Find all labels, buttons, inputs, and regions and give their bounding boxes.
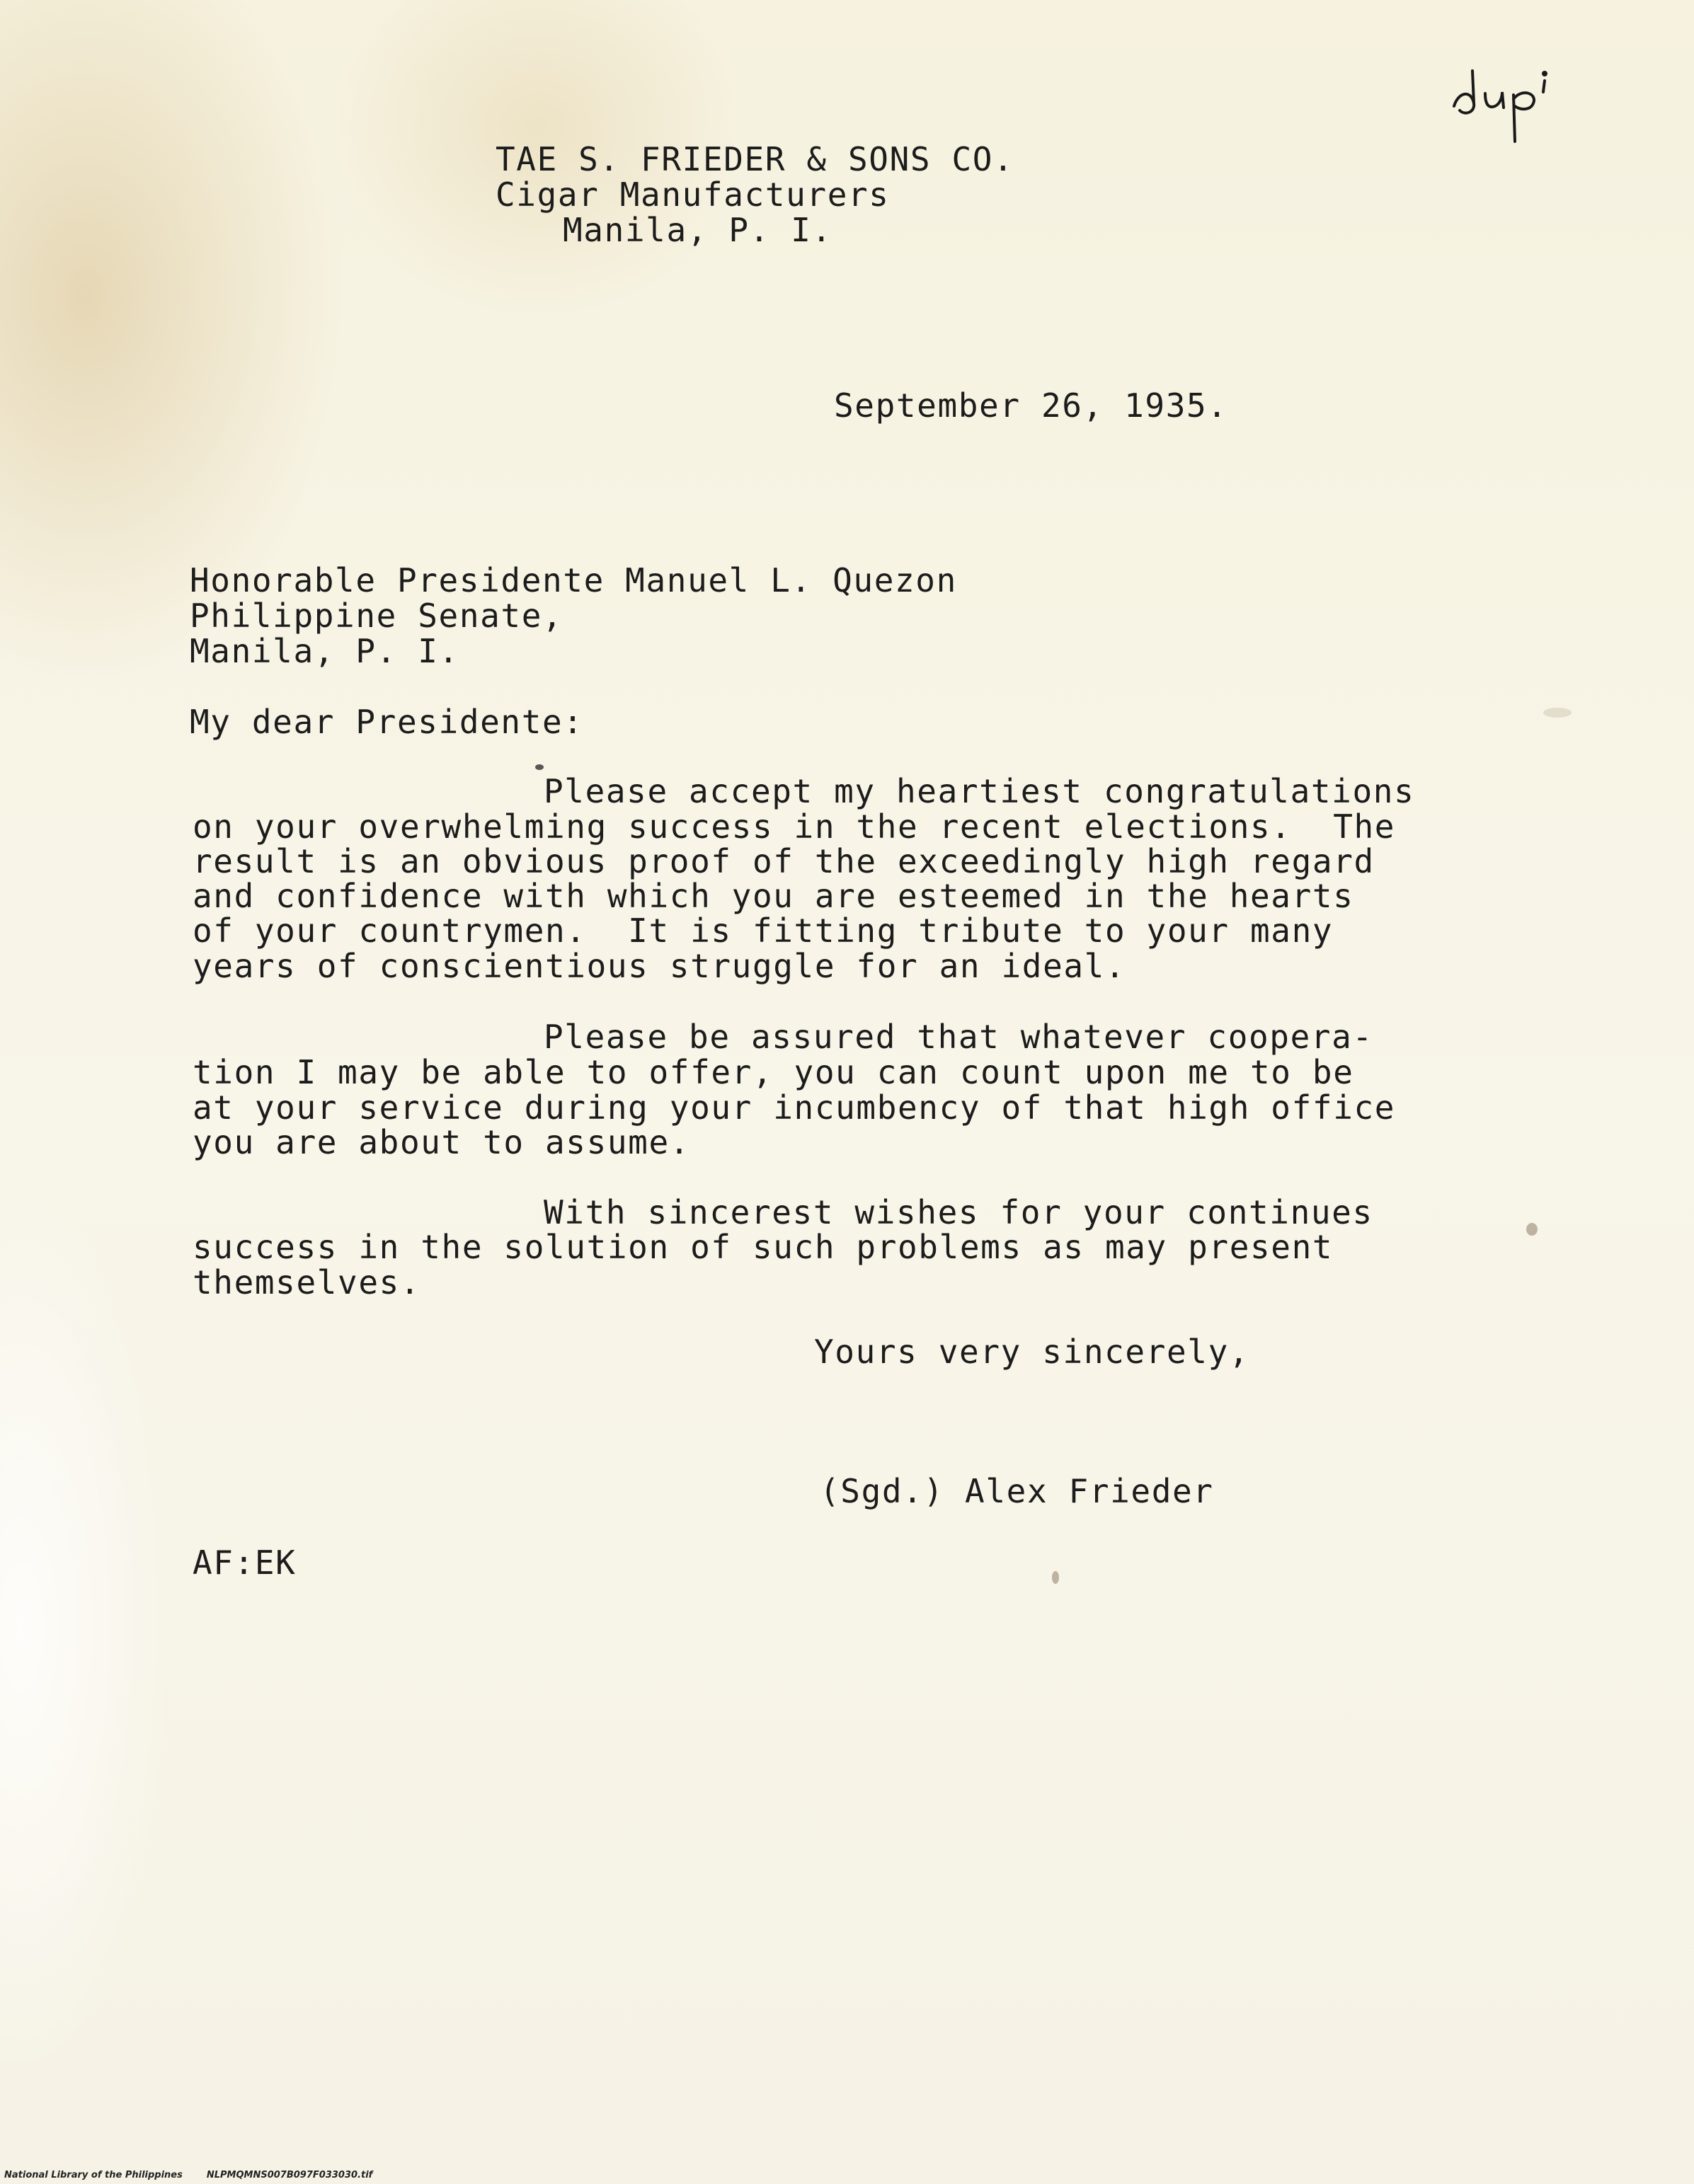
salutation: My dear Presidente: — [190, 703, 584, 741]
addressee-line3: Manila, P. I. — [190, 632, 459, 670]
paragraph2-line: at your service during your incumbency of that high office — [193, 1088, 1396, 1127]
paragraph1-line: result is an obvious proof of the exceedingly high regard — [193, 842, 1375, 880]
reference-initials: AF:EK — [193, 1544, 297, 1582]
paragraph1-line: years of conscientious struggle for an ideal. — [193, 947, 1126, 985]
paper-speck — [1052, 1571, 1059, 1584]
paragraph3-line: success in the solution of such problems as may present — [193, 1228, 1334, 1266]
paragraph3-line: With sincerest wishes for your continues — [544, 1193, 1373, 1231]
addressee-line1: Honorable Presidente Manuel L. Quezon — [190, 561, 957, 599]
paragraph1-line: and confidence with which you are esteemed in the hearts — [193, 877, 1354, 915]
letterhead-business: Cigar Manufacturers — [496, 176, 890, 214]
paper-speck — [1543, 708, 1572, 718]
letter-date: September 26, 1935. — [834, 386, 1228, 425]
paragraph2-line: you are about to assume. — [193, 1123, 691, 1161]
handwritten-dup-note — [1444, 57, 1579, 149]
letterhead-company: TAE S. FRIEDER & SONS CO. — [496, 140, 1014, 178]
letterhead-location: Manila, P. I. — [563, 211, 832, 249]
closing: Yours very sincerely, — [814, 1333, 1250, 1371]
paper-speck — [535, 764, 544, 770]
paragraph2-line: tion I may be able to offer, you can count upon me to be — [193, 1053, 1354, 1091]
paragraph1-line: of your countrymen. It is fitting tribute to your many — [193, 912, 1334, 950]
archive-name: National Library of the Philippines — [4, 2170, 183, 2180]
paragraph2-line: Please be assured that whatever coopera- — [544, 1018, 1373, 1056]
paragraph3-line: themselves. — [193, 1263, 421, 1301]
paper-speck — [1526, 1223, 1538, 1236]
paragraph1-line: on your overwhelming success in the recent elections. The — [193, 807, 1396, 846]
archive-file-id: NLPMQMNS007B097F033030.tif — [206, 2170, 373, 2180]
addressee-line2: Philippine Senate, — [190, 597, 563, 635]
paragraph1-line: Please accept my heartiest congratulations — [544, 772, 1415, 810]
signature: (Sgd.) Alex Frieder — [820, 1472, 1214, 1510]
archive-footer — [0, 2167, 641, 2184]
